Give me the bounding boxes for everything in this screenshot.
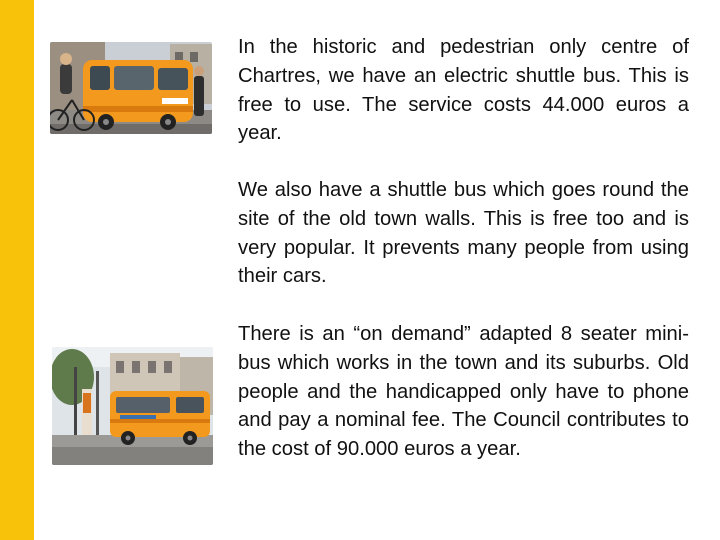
paragraph-on-demand-minibus: There is an “on demand” adapted 8 seater mini-bus which works in the town and its suburbs. Old people and the handicapped only have to phone and pay a nominal fee. The Council contributes to the cost of 90.000 euros a year.: [238, 323, 689, 461]
side-accent-bar: [0, 0, 34, 540]
paragraph-electric-shuttle: In the historic and pedestrian only centre of Chartres, we have an electric shuttle bus. This is free to use. The service costs 44.000 euros a year.: [238, 36, 689, 145]
electric-shuttle-bus-photo: [50, 42, 212, 134]
paragraph-town-walls-shuttle: We also have a shuttle bus which goes round the site of the old town walls. This is free too and is very popular. It prevents many people from using their cars.: [238, 179, 689, 288]
minibus-photo: [52, 347, 213, 465]
